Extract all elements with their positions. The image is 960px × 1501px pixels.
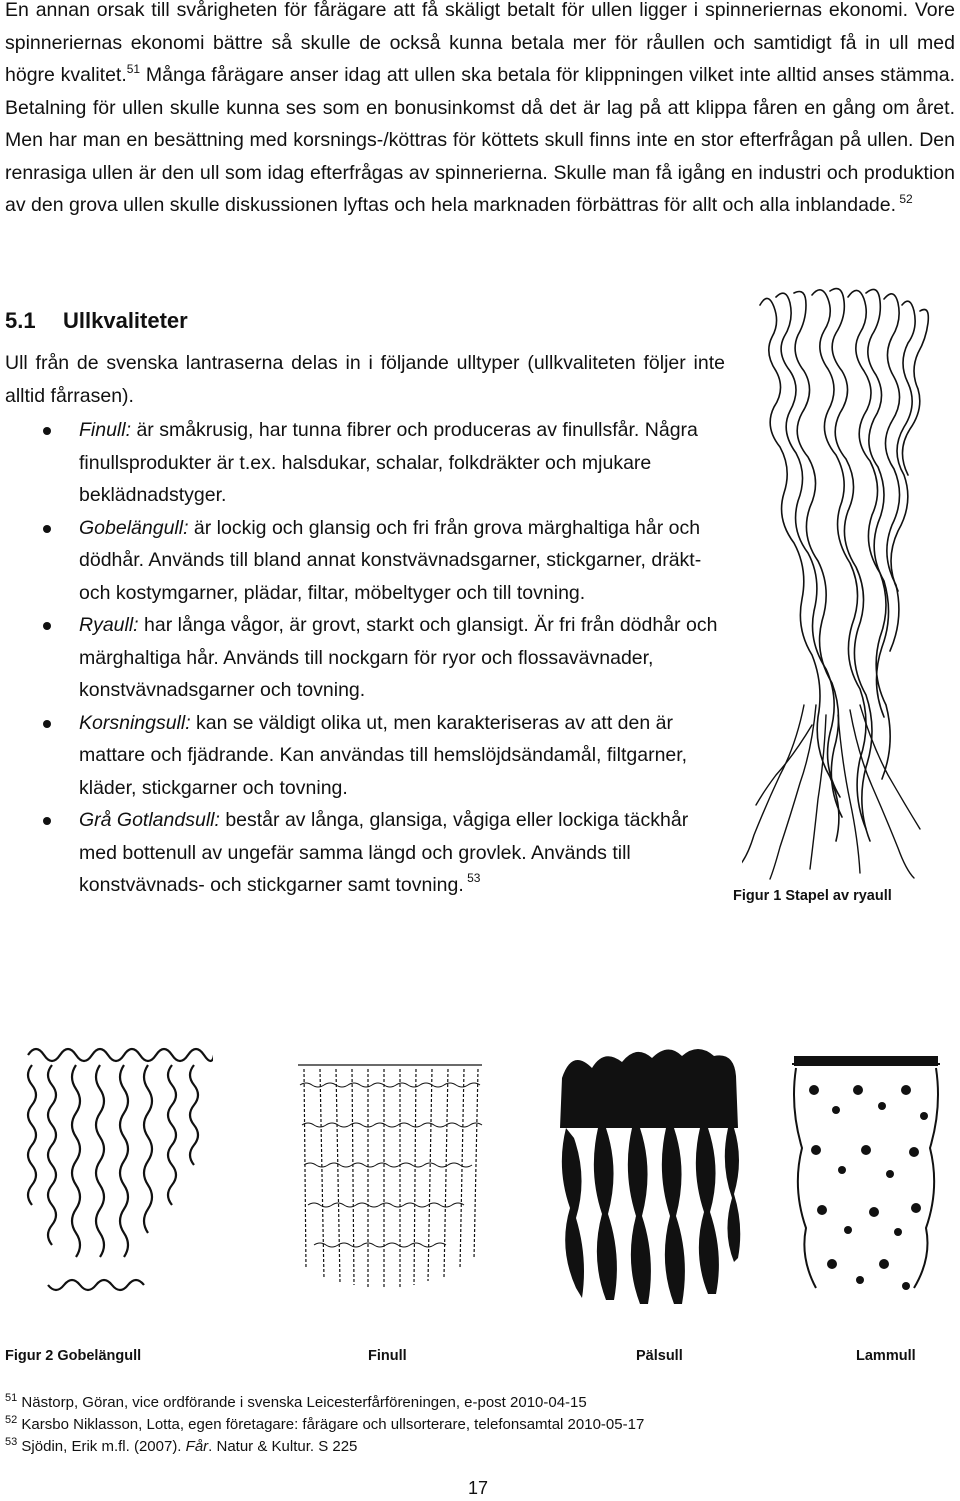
palsull-caption: Pälsull — [636, 1348, 683, 1364]
footnote-number: 53 — [5, 1436, 18, 1448]
bullet-icon — [43, 720, 51, 728]
list-item — [5, 804, 725, 902]
gobelangull-illustration — [18, 1035, 213, 1307]
footnote-text: Karsbo Niklasson, Lotta, egen företagare: fårägare och ullsorterare, telefonsamtal 2010-05-17 — [21, 1416, 645, 1433]
bullet-icon — [43, 525, 51, 533]
section-number: 5.1 — [5, 308, 36, 333]
paragraph-text: En annan orsak till svårigheten för fårägare att få skäligt betalt för ullen ligger i spinneriernas ekonomi. Vore spinneriernas ekonomi bättre så skulle de också kunna betala mer för råullen och samtidigt få in ull med högre kvalitet. — [5, 0, 955, 86]
wool-type-term: Finull: — [79, 419, 132, 441]
list-item — [5, 414, 725, 512]
footnote-ref-53[interactable]: 53 — [463, 871, 481, 885]
lammull-caption: Lammull — [856, 1348, 916, 1364]
finull-illustration — [292, 1055, 487, 1290]
footnote-ref-51[interactable]: 51 — [126, 62, 141, 76]
list-item — [5, 707, 725, 805]
footnotes — [5, 1392, 644, 1458]
wool-type-description: kan se väldigt olika ut, men karakteriseras av att den är mattare och fjädrande. Kan användas till hemslöjdsändamål, filtgarner, kläder, stickgarner och tovning. — [79, 711, 688, 799]
wool-type-list — [5, 414, 725, 902]
section-title: Ullkvaliteter — [63, 308, 188, 333]
wool-type-description: är lockig och glansig och fri från grova märghaltiga hår och dödhår. Används till bland annat konstvävnadsgarner, stickgarner, dräkt- och kostymgarner, plädar, filtar, möbeltyger och till tovning. — [79, 516, 702, 604]
figure-1-caption: Figur 1 Stapel av ryaull — [733, 888, 892, 904]
section-heading — [5, 308, 188, 334]
figure-2-caption: Figur 2 Gobelängull — [5, 1348, 142, 1364]
ryaull-staple-illustration — [742, 285, 947, 880]
lammull-illustration — [786, 1050, 946, 1305]
page-number: 17 — [468, 1478, 489, 1498]
footnote-ref-52[interactable]: 52 — [896, 192, 913, 206]
bullet-icon — [43, 622, 51, 630]
palsull-illustration — [552, 1048, 747, 1310]
wool-type-description: är småkrusig, har tunna fibrer och produceras av finullsfår. Några finullsprodukter är t.ex. halsdukar, schalar, folkdräkter och mjukare beklädnadstyger. — [79, 419, 698, 506]
finull-caption: Finull — [368, 1348, 407, 1364]
wool-type-term: Ryaull: — [79, 614, 139, 636]
section-intro: Ull från de svenska lantraserna delas in i följande ulltyper (ullkvaliteten följer inte alltid fårrasen). — [5, 352, 725, 407]
footnote-book-title: Får — [185, 1438, 209, 1455]
paragraph-text: Många fårägare anser idag att ullen ska betala för klippningen vilket inte alltid anses stämma. Betalning för ullen skulle kunna ses som en bonusinkomst då det är lag på att klippa fåren en gång om året. Men har man en besättning med korsnings-/köttras för köttets skull finns inte en stor efterfrågan på ullen. Den renrasiga ullen är den ull som idag efterfrågas av spinnerierna. Skulle man få igång en industri och produktion av den grova ullen skulle diskussionen lyftas och hela marknaden förbättras för allt och alla inblandade. — [5, 64, 955, 216]
body-paragraph — [5, 0, 955, 222]
bullet-icon — [43, 427, 51, 435]
footnote-text: . Natur & Kultur. S 225 — [208, 1438, 358, 1455]
footnote-text: Sjödin, Erik m.fl. (2007). — [21, 1438, 186, 1455]
footnote-51 — [5, 1392, 644, 1414]
wool-type-term: Korsningsull: — [79, 711, 191, 734]
wool-type-term: Grå Gotlandsull: — [79, 809, 220, 831]
wool-type-description: har långa vågor, är grovt, starkt och glansigt. Är fri från dödhår och märghaltiga hår. Används till nockgarn för ryor och flossavävnader, konstvävnadsgarner och tovning. — [79, 614, 718, 701]
bullet-icon — [43, 817, 51, 825]
footnote-52 — [5, 1414, 644, 1436]
wool-type-term: Gobelängull: — [79, 516, 189, 539]
footnote-text: Nästorp, Göran, vice ordförande i svenska Leicesterfårföreningen, e-post 2010-04-15 — [21, 1394, 587, 1411]
list-item — [5, 609, 725, 707]
list-item — [5, 512, 725, 610]
footnote-number: 51 — [5, 1392, 18, 1404]
wool-type-description: består av långa, glansiga, vågiga eller lockiga täckhår med bottenull av ungefär samma längd och grovlek. Används till konstvävnads- och stickgarner samt tovning. — [79, 809, 689, 896]
footnote-number: 52 — [5, 1414, 18, 1426]
footnote-53 — [5, 1436, 644, 1458]
